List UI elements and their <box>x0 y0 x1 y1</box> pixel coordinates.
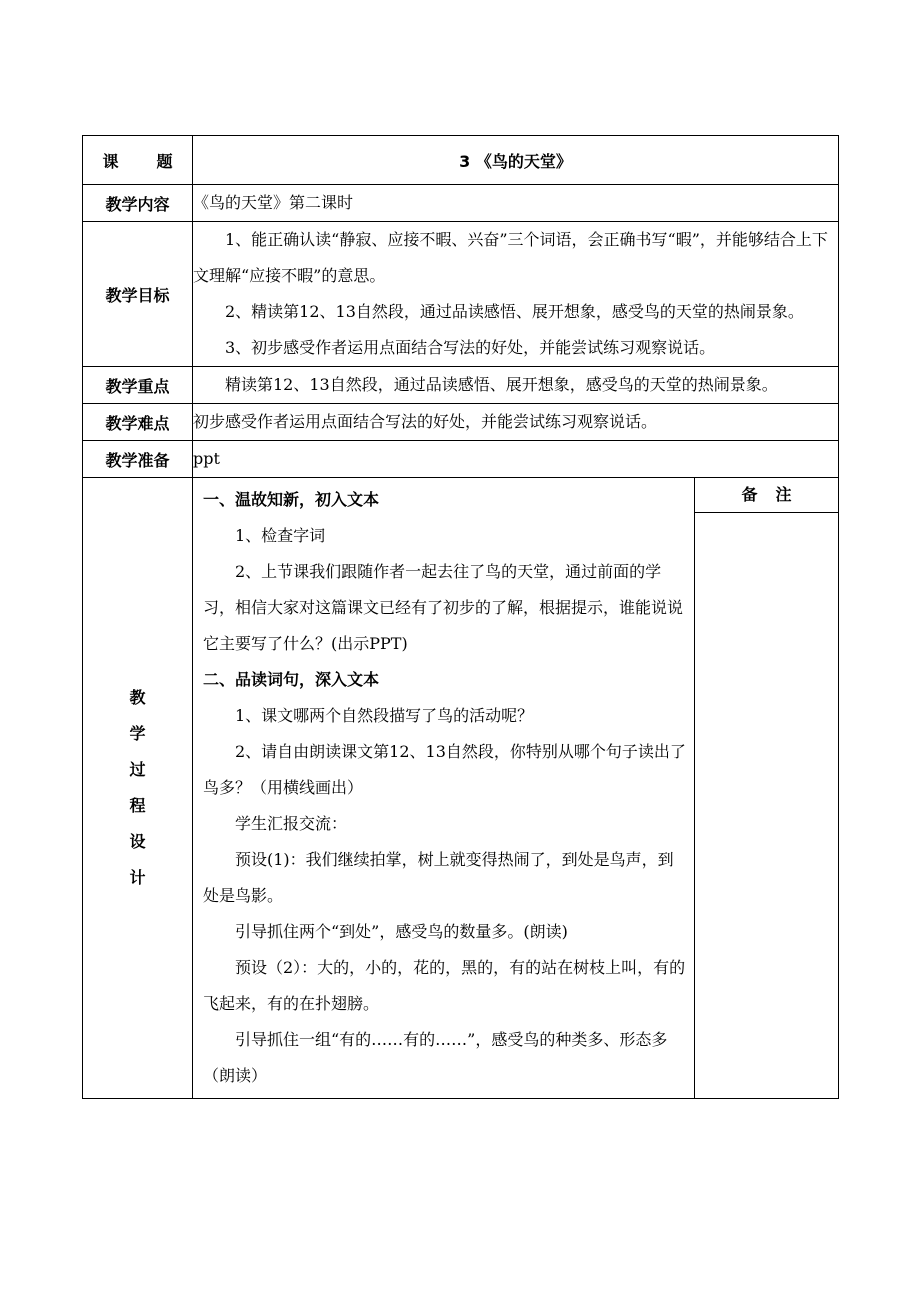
process-paragraph: 引导抓住一组“有的……有的……”，感受鸟的种类多、形态多（朗读） <box>203 1030 668 1085</box>
goals-label: 教学目标 <box>83 222 193 367</box>
section-heading: 一、温故知新，初入文本 <box>203 490 380 509</box>
process-paragraph: 预设（2）：大的，小的，花的，黑的，有的站在树枝上叫，有的飞起来，有的在扑翅膀。 <box>203 958 686 1013</box>
lesson-plan-table <box>82 135 839 1099</box>
process-content <box>193 478 695 1099</box>
goals-list <box>193 222 839 367</box>
process-paragraph: 1、检查字词 <box>235 526 326 545</box>
process-paragraph: 1、课文哪两个自然段描写了鸟的活动呢？ <box>235 706 534 725</box>
difficulty-value: 初步感受作者运用点面结合写法的好处，并能尝试练习观察说话。 <box>193 404 839 441</box>
notes-header: 备 注 <box>695 478 838 513</box>
key-value: 精读第12、13自然段，通过品读感悟、展开想象，感受鸟的天堂的热闹景象。 <box>225 375 778 394</box>
difficulty-label: 教学难点 <box>83 404 193 441</box>
row-key <box>83 367 839 404</box>
row-goals <box>83 222 839 367</box>
topic-label: 课 题 <box>83 136 193 185</box>
process-paragraph: 学生汇报交流： <box>235 814 348 833</box>
notes-column <box>695 478 839 1099</box>
goal-item: 1、能正确认读“静寂、应接不暇、兴奋”三个词语，会正确书写“暇”，并能够结合上下文理解“应接不暇”的意思。 <box>193 230 828 285</box>
row-process <box>83 478 839 1099</box>
row-content <box>83 185 839 222</box>
prep-label: 教学准备 <box>83 441 193 478</box>
topic-value: 3 《鸟的天堂》 <box>193 136 839 185</box>
row-difficulty <box>83 404 839 441</box>
process-paragraph: 预设(1)：我们继续拍掌，树上就变得热闹了，到处是鸟声，到处是鸟影。 <box>203 850 674 905</box>
section-heading: 二、品读词句，深入文本 <box>203 670 380 689</box>
process-label: 教 学 过 程 设 计 <box>83 478 193 1099</box>
goal-item: 2、精读第12、13自然段，通过品读感悟、展开想象，感受鸟的天堂的热闹景象。 <box>225 302 804 321</box>
content-value: 《鸟的天堂》第二课时 <box>193 185 839 222</box>
goal-item: 3、初步感受作者运用点面结合写法的好处，并能尝试练习观察说话。 <box>225 338 716 357</box>
process-paragraph: 引导抓住两个“到处”，感受鸟的数量多。(朗读) <box>235 922 568 941</box>
key-label: 教学重点 <box>83 367 193 404</box>
row-topic <box>83 136 839 185</box>
process-paragraph: 2、请自由朗读课文第12、13自然段，你特别从哪个句子读出了鸟多？（用横线画出） <box>203 742 686 797</box>
row-prep <box>83 441 839 478</box>
prep-value: ppt <box>193 441 839 478</box>
content-label: 教学内容 <box>83 185 193 222</box>
process-paragraph: 2、上节课我们跟随作者一起去往了鸟的天堂，通过前面的学习，相信大家对这篇课文已经有了初步的了解，根据提示，谁能说说它主要写了什么？(出示PPT) <box>203 562 684 653</box>
